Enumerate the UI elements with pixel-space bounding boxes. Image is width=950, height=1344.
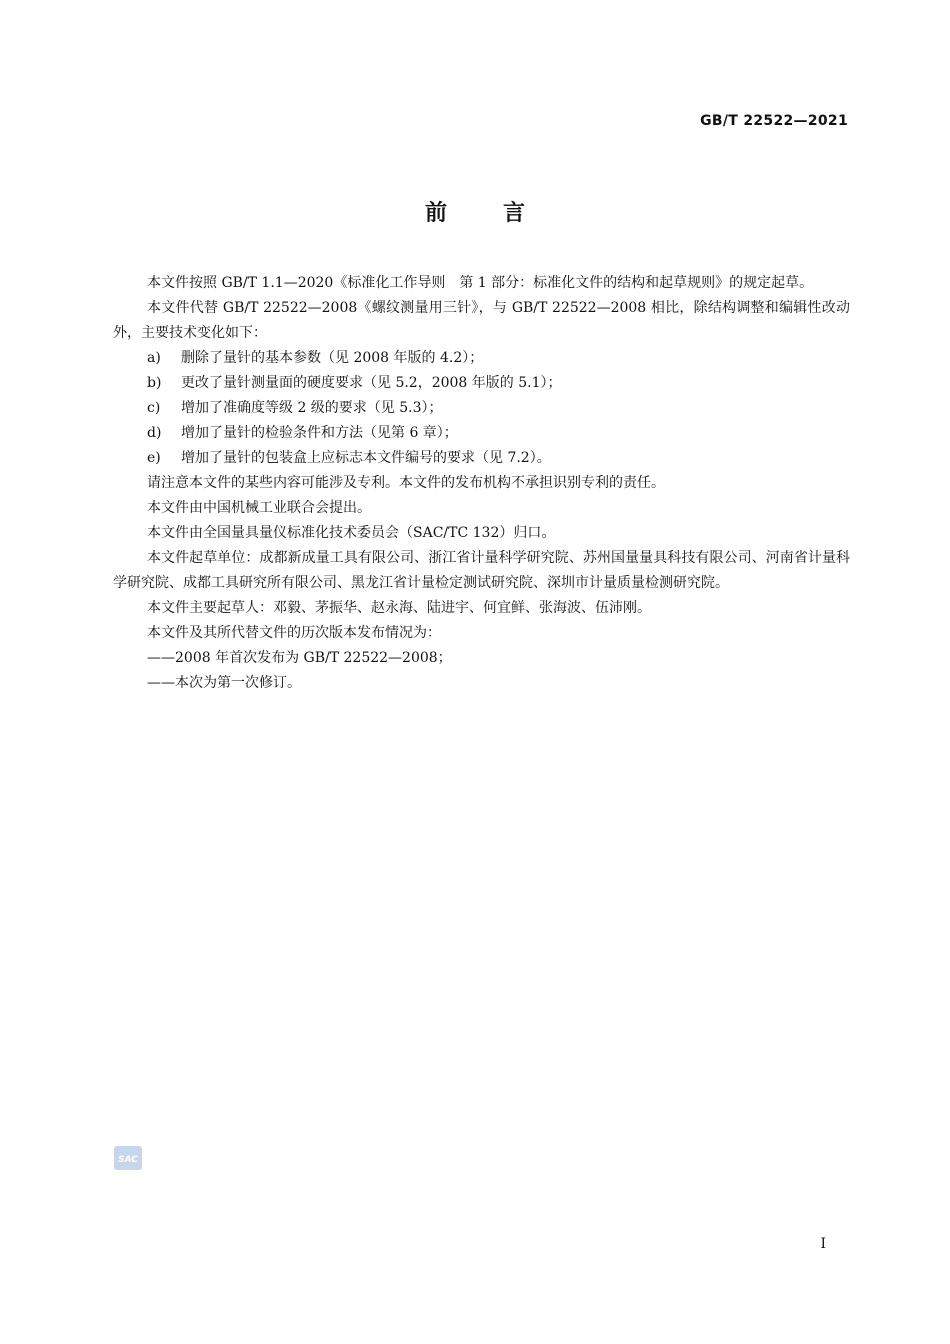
list-item-text: 更改了量针测量面的硬度要求（见 5.2，2008 年版的 5.1）；	[181, 375, 562, 391]
paragraph-patent-notice: 请注意本文件的某些内容可能涉及专利。本文件的发布机构不承担识别专利的责任。	[147, 475, 665, 491]
list-item-label: a)	[147, 350, 161, 366]
paragraph-drafting-units: 本文件起草单位：成都新成量工具有限公司、浙江省计量科学研究院、苏州国量量具科技有限公司、河南省计量科学研究院、成都工具研究所有限公司、黑龙江省计量检定测试研究院、深圳市计量质量检测研究院。	[113, 550, 850, 591]
list-item	[113, 396, 850, 421]
changes-list	[113, 346, 850, 471]
sac-watermark-icon	[114, 1146, 142, 1170]
list-item-text: 增加了量针的检验条件和方法（见第 6 章）；	[181, 425, 458, 441]
standard-number: GB/T 22522—2021	[700, 113, 848, 129]
history-item: ——2008 年首次发布为 GB/T 22522—2008；	[147, 650, 452, 666]
list-item-label: d)	[147, 425, 162, 441]
paragraph-drafting-rules: 本文件按照 GB/T 1.1—2020《标准化工作导则 第 1 部分：标准化文件的结构和起草规则》的规定起草。	[147, 275, 814, 291]
paragraph-drafters: 本文件主要起草人：邓毅、茅振华、赵永海、陆进宇、何宜鲜、张海波、伍沛刚。	[147, 600, 651, 616]
document-body	[113, 271, 850, 696]
paragraph-proposer: 本文件由中国机械工业联合会提出。	[147, 500, 371, 516]
list-item-label: e)	[147, 450, 161, 466]
page-number: I	[820, 1236, 826, 1252]
paragraph-committee: 本文件由全国量具量仪标准化技术委员会（SAC/TC 132）归口。	[147, 525, 556, 541]
list-item	[113, 346, 850, 371]
history-item: ——本次为第一次修订。	[147, 675, 301, 691]
list-item-label: b)	[147, 375, 162, 391]
list-item-text: 删除了量针的基本参数（见 2008 年版的 4.2）；	[181, 350, 484, 366]
sac-watermark-text: SAC	[118, 1155, 138, 1165]
list-item	[113, 371, 850, 396]
list-item-text: 增加了量针的包装盒上应标志本文件编号的要求（见 7.2）。	[181, 450, 551, 466]
page-title: 前言	[424, 201, 581, 226]
paragraph-replacement: 本文件代替 GB/T 22522—2008《螺纹测量用三针》，与 GB/T 22522—2008 相比，除结构调整和编辑性改动外，主要技术变化如下：	[113, 300, 850, 341]
list-item-label: c)	[147, 400, 161, 416]
list-item	[113, 446, 850, 471]
list-item-text: 增加了准确度等级 2 级的要求（见 5.3）；	[181, 400, 443, 416]
list-item	[113, 421, 850, 446]
paragraph-history-intro: 本文件及其所代替文件的历次版本发布情况为：	[147, 625, 441, 641]
